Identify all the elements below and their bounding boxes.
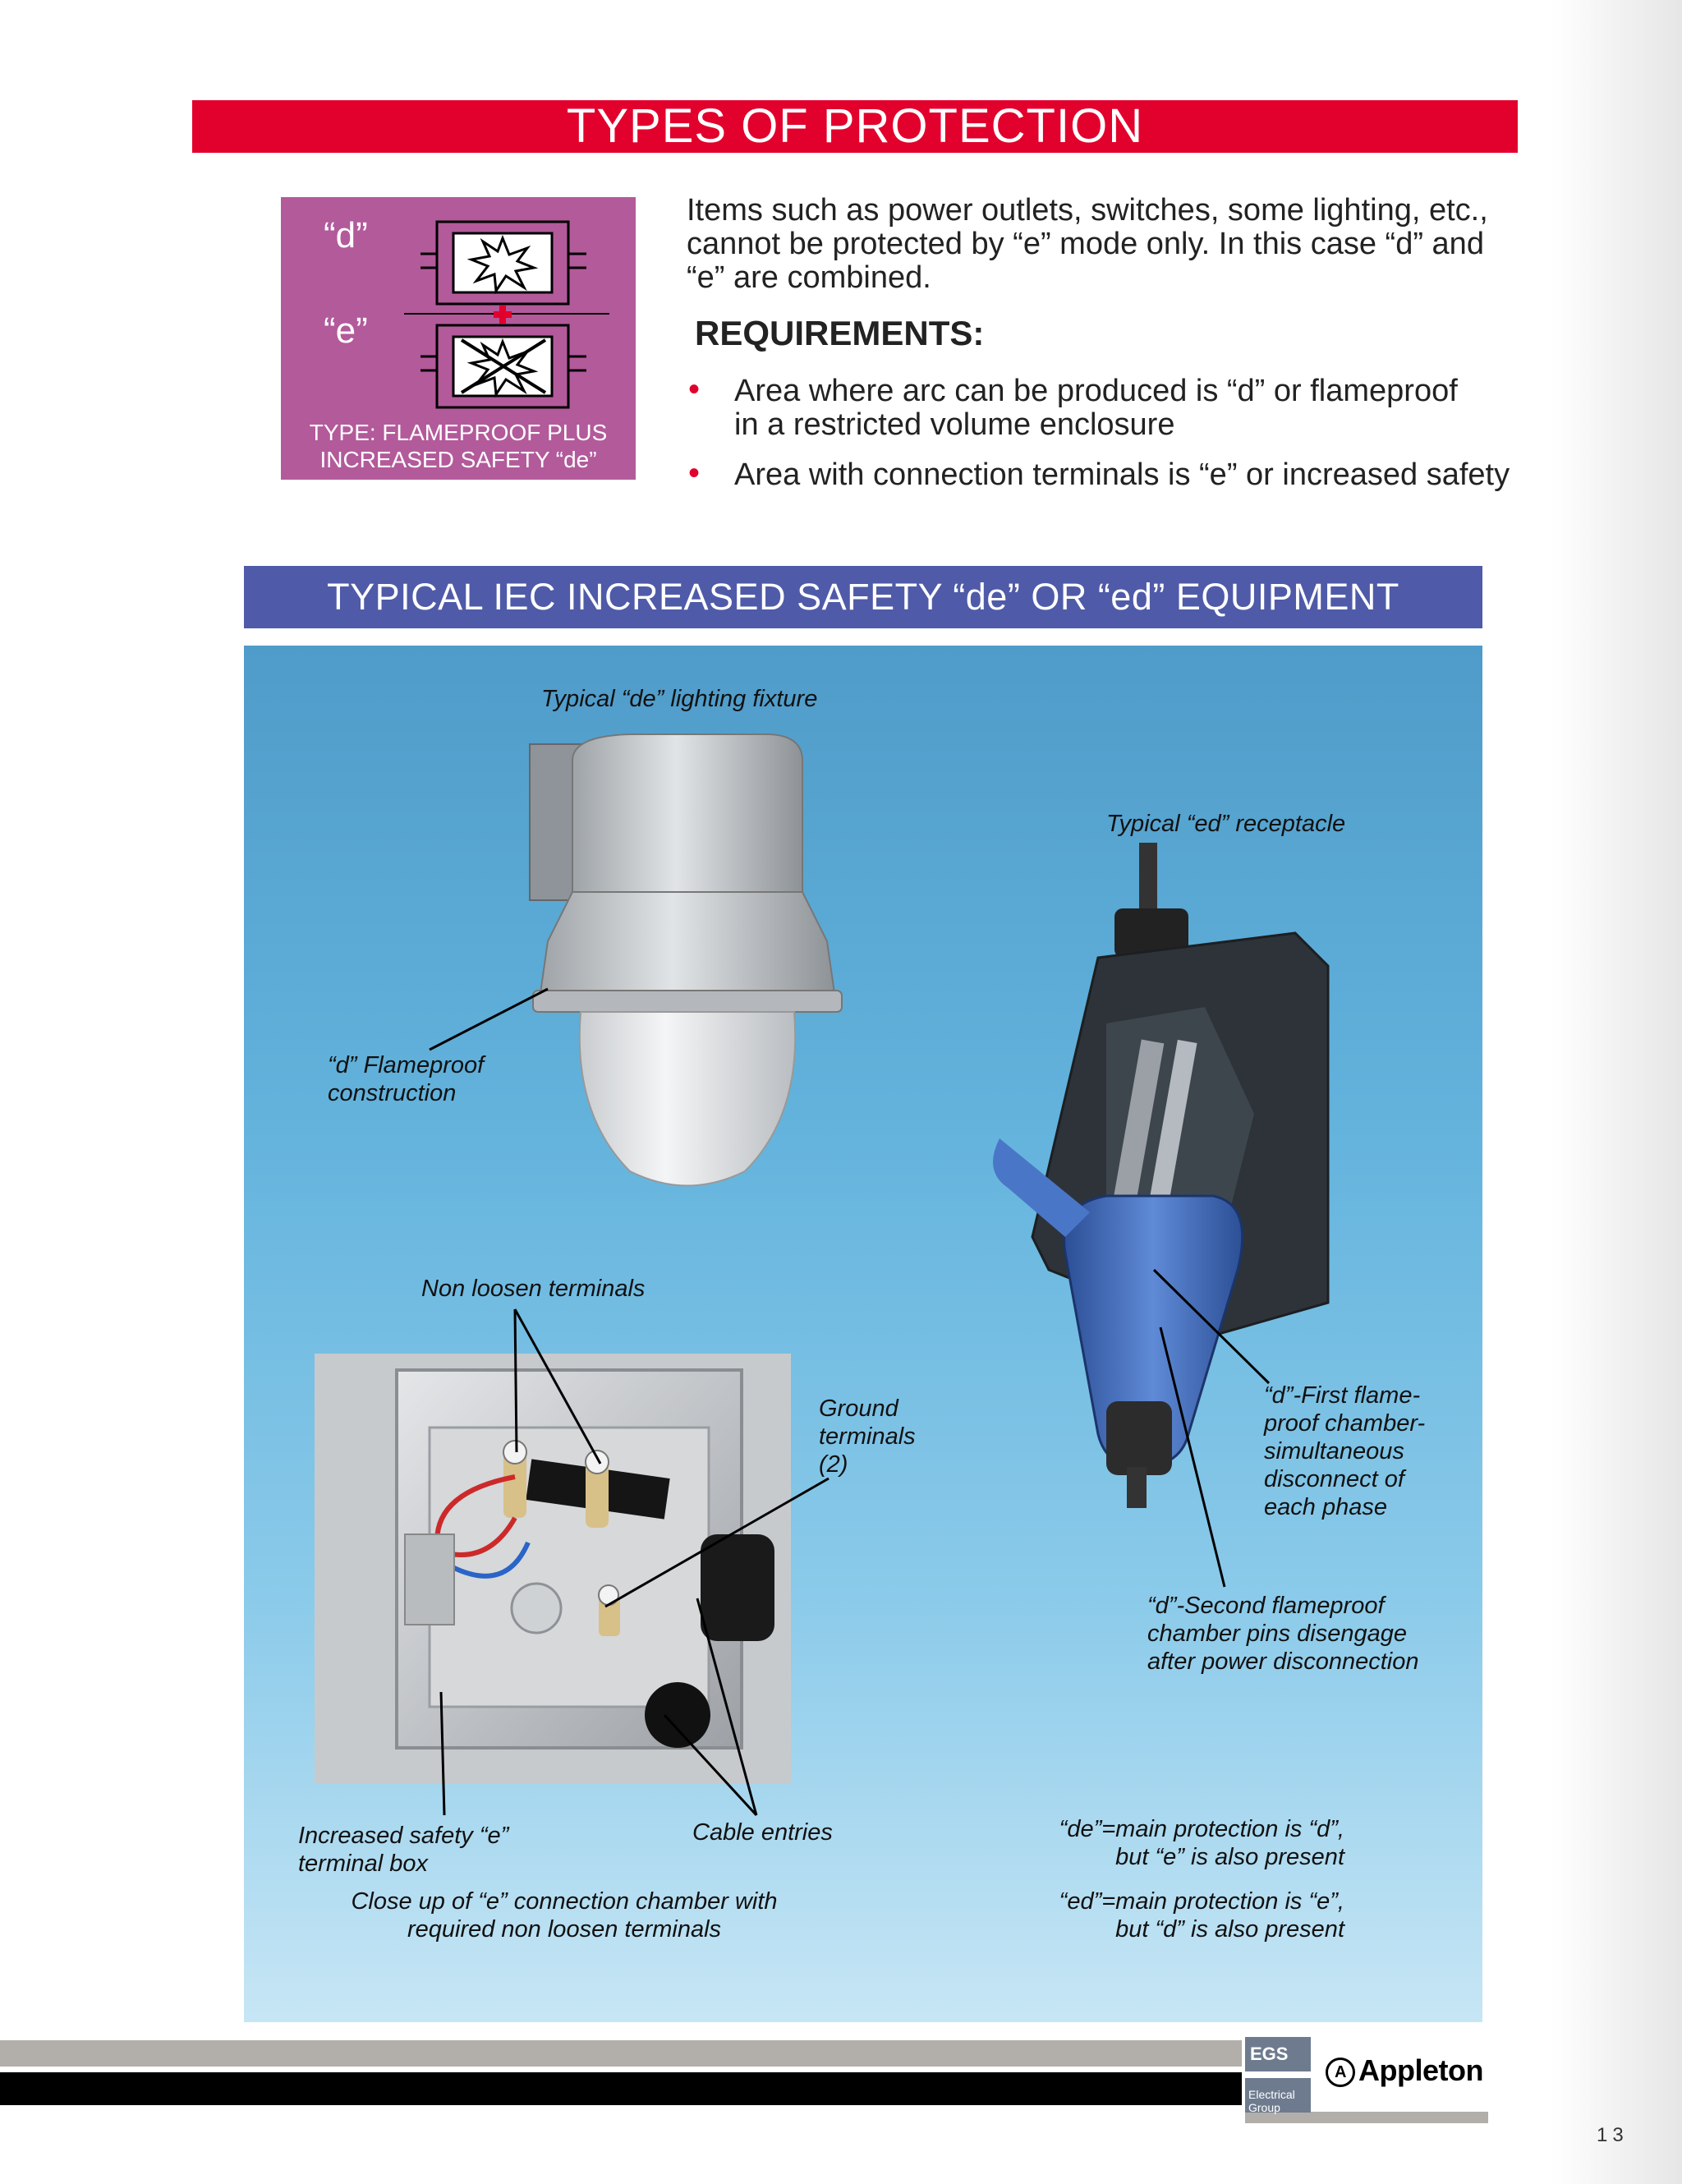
requirements-list <box>687 371 1524 508</box>
caption-leader-lines <box>244 646 1482 2022</box>
caption-line: “d”-Second flameproof <box>1147 1593 1385 1619</box>
caption-line: but “e” is also present <box>1115 1844 1344 1870</box>
egs-logo-text: EGS <box>1250 2044 1289 2064</box>
caption-line: proof chamber- <box>1264 1410 1426 1437</box>
egs-logo-band <box>1245 2071 1311 2078</box>
caption-line: but “d” is also present <box>1115 1916 1344 1943</box>
caption-non-loosen-terminals: Non loosen terminals <box>421 1276 646 1302</box>
caption-line: terminals <box>819 1423 916 1450</box>
caption-line: construction <box>328 1080 457 1106</box>
caption-line: chamber pins disengage <box>1147 1621 1407 1647</box>
caption-line: “de”=main protection is “d”, <box>1059 1816 1344 1842</box>
intro-line-1: Items such as power outlets, switches, some lighting, etc., <box>687 193 1488 228</box>
page-edge-shade <box>1551 0 1682 2184</box>
appleton-logo-text: Appleton <box>1358 2053 1483 2087</box>
caption-line: Ground <box>819 1395 898 1422</box>
appleton-mark-icon: A <box>1326 2058 1355 2087</box>
requirements-heading: REQUIREMENTS: <box>695 314 985 352</box>
equipment-section-title: TYPICAL IEC INCREASED SAFETY “de” OR “ed” EQUIPMENT <box>244 566 1482 628</box>
caption-line: after power disconnection <box>1147 1648 1419 1675</box>
caption-line: disconnect of <box>1264 1466 1404 1492</box>
caption-line: (2) <box>819 1451 848 1478</box>
caption-line: Increased safety “e” <box>298 1823 509 1849</box>
flameproof-increased-safety-icon <box>404 217 609 414</box>
intro-paragraph <box>687 194 1516 295</box>
badge-type-text <box>281 419 636 473</box>
caption-line: “d” Flameproof <box>328 1052 485 1078</box>
requirement-item <box>687 371 1524 442</box>
page-title: TYPES OF PROTECTION <box>192 100 1518 153</box>
page-number: 13 <box>1597 2124 1629 2146</box>
caption-cable-entries: Cable entries <box>692 1819 833 1846</box>
caption-line: “d”-First flame- <box>1264 1382 1421 1409</box>
caption-line: simultaneous <box>1264 1438 1404 1464</box>
badge-type-line-1: TYPE: FLAMEPROOF PLUS <box>309 420 608 445</box>
requirement-item <box>687 455 1524 492</box>
caption-line: “ed”=main protection is “e”, <box>1059 1888 1344 1915</box>
footer-black-stripe <box>0 2072 1242 2105</box>
appleton-logo <box>1326 2053 1483 2088</box>
bullet-icon: • <box>688 455 701 491</box>
equipment-panel <box>244 646 1482 2022</box>
caption-line: each phase <box>1264 1494 1387 1520</box>
egs-logo <box>1245 2037 1311 2113</box>
footer-gray-stripe <box>0 2040 1242 2067</box>
badge-label-e: “e” <box>324 310 368 351</box>
requirement-line: in a restricted volume enclosure <box>734 407 1175 442</box>
protection-type-badge <box>281 197 636 480</box>
egs-logo-subtext: Electrical Group <box>1248 2088 1295 2114</box>
caption-lighting-fixture: Typical “de” lighting fixture <box>541 686 818 712</box>
caption-receptacle: Typical “ed” receptacle <box>1106 811 1346 837</box>
requirement-line: Area where arc can be produced is “d” or flameproof <box>734 374 1458 408</box>
badge-label-d: “d” <box>324 215 368 255</box>
badge-type-line-2: INCREASED SAFETY “de” <box>319 447 597 472</box>
bullet-icon: • <box>688 371 701 407</box>
requirement-line: Area with connection terminals is “e” or increased safety <box>734 457 1510 492</box>
caption-line: terminal box <box>298 1851 428 1877</box>
caption-line: Close up of “e” connection chamber with <box>351 1888 778 1915</box>
intro-line-2: cannot be protected by “e” mode only. In this case “d” and <box>687 227 1484 261</box>
caption-line: required non loosen terminals <box>407 1916 722 1943</box>
intro-line-3: “e” are combined. <box>687 260 931 295</box>
